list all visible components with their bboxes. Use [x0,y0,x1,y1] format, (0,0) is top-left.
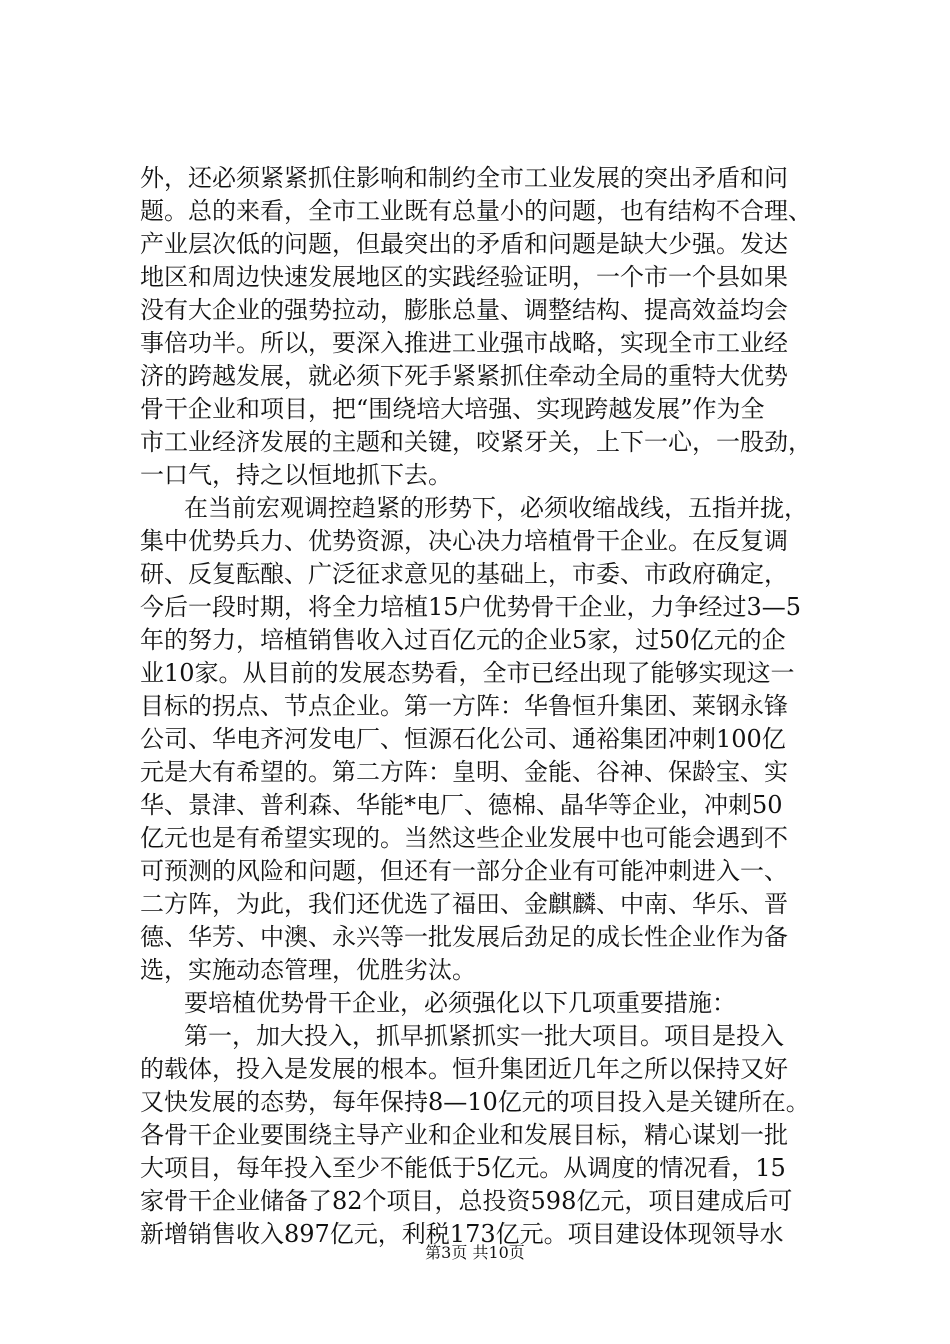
text-line: 济的跨越发展，就必须下死手紧紧抓住牵动全局的重特大优势 [140,362,788,390]
text-line: 选，实施动态管理，优胜劣汰。 [140,956,476,984]
text-line: 年的努力，培植销售收入过百亿元的企业5家，过50亿元的企 [140,626,786,654]
text-line: 目标的拐点、节点企业。第一方阵：华鲁恒升集团、莱钢永锋 [140,692,788,720]
text-line: 没有大企业的强势拉动，膨胀总量、调整结构、提高效益均会 [140,296,788,324]
page-number: 第3页 共10页 [425,1243,525,1262]
paragraph [140,492,840,987]
text-line: 市工业经济发展的主题和关键，咬紧牙关，上下一心，一股劲， [140,428,812,456]
text-line: 各骨干企业要围绕主导产业和企业和发展目标，精心谋划一批 [140,1121,788,1149]
text-line: 产业层次低的问题，但最突出的矛盾和问题是缺大少强。发达 [140,230,788,258]
text-line: 新增销售收入897亿元，利税173亿元。项目建设体现领导水 [140,1220,784,1248]
paragraph [140,987,840,1020]
text-line: 亿元也是有希望实现的。当然这些企业发展中也可能会遇到不 [140,824,788,852]
text-line: 大项目，每年投入至少不能低于5亿元。从调度的情况看，15 [140,1154,786,1182]
document-body [140,162,840,1251]
text-line: 又快发展的态势，每年保持8—10亿元的项目投入是关键所在。 [140,1088,810,1116]
text-line: 在当前宏观调控趋紧的形势下，必须收缩战线，五指并拢， [184,494,808,522]
text-line: 的载体，投入是发展的根本。恒升集团近几年之所以保持又好 [140,1055,788,1083]
paragraph [140,1020,840,1251]
text-line: 集中优势兵力、优势资源，决心决力培植骨干企业。在反复调 [140,527,788,555]
text-line: 题。总的来看，全市工业既有总量小的问题，也有结构不合理、 [140,197,812,225]
text-line: 元是大有希望的。第二方阵：皇明、金能、谷神、保龄宝、实 [140,758,788,786]
text-line: 第一，加大投入，抓早抓紧抓实一批大项目。项目是投入 [184,1022,784,1050]
text-line: 可预测的风险和问题，但还有一部分企业有可能冲刺进入一、 [140,857,788,885]
text-line: 外，还必须紧紧抓住影响和制约全市工业发展的突出矛盾和问 [140,164,788,192]
text-line: 研、反复酝酿、广泛征求意见的基础上，市委、市政府确定， [140,560,788,588]
text-line: 事倍功半。所以，要深入推进工业强市战略，实现全市工业经 [140,329,788,357]
text-line: 家骨干企业储备了82个项目，总投资598亿元，项目建成后可 [140,1187,793,1215]
text-line: 要培植优势骨干企业，必须强化以下几项重要措施： [184,989,736,1017]
text-line: 地区和周边快速发展地区的实践经验证明，一个市一个县如果 [140,263,788,291]
text-line: 华、景津、普利森、华能*电厂、德棉、晶华等企业，冲刺50 [140,791,783,819]
text-line: 业10家。从目前的发展态势看，全市已经出现了能够实现这一 [140,659,795,687]
text-line: 公司、华电齐河发电厂、恒源石化公司、通裕集团冲刺100亿 [140,725,786,753]
text-line: 今后一段时期，将全力培植15户优势骨干企业，力争经过3—5 [140,593,802,621]
page-footer [0,1243,950,1263]
paragraph [140,162,840,492]
text-line: 德、华芳、中澳、永兴等一批发展后劲足的成长性企业作为备 [140,923,788,951]
text-line: 二方阵，为此，我们还优选了福田、金麒麟、中南、华乐、晋 [140,890,788,918]
text-line: 骨干企业和项目，把“围绕培大培强、实现跨越发展”作为全 [140,395,765,423]
text-line: 一口气，持之以恒地抓下去。 [140,461,452,489]
